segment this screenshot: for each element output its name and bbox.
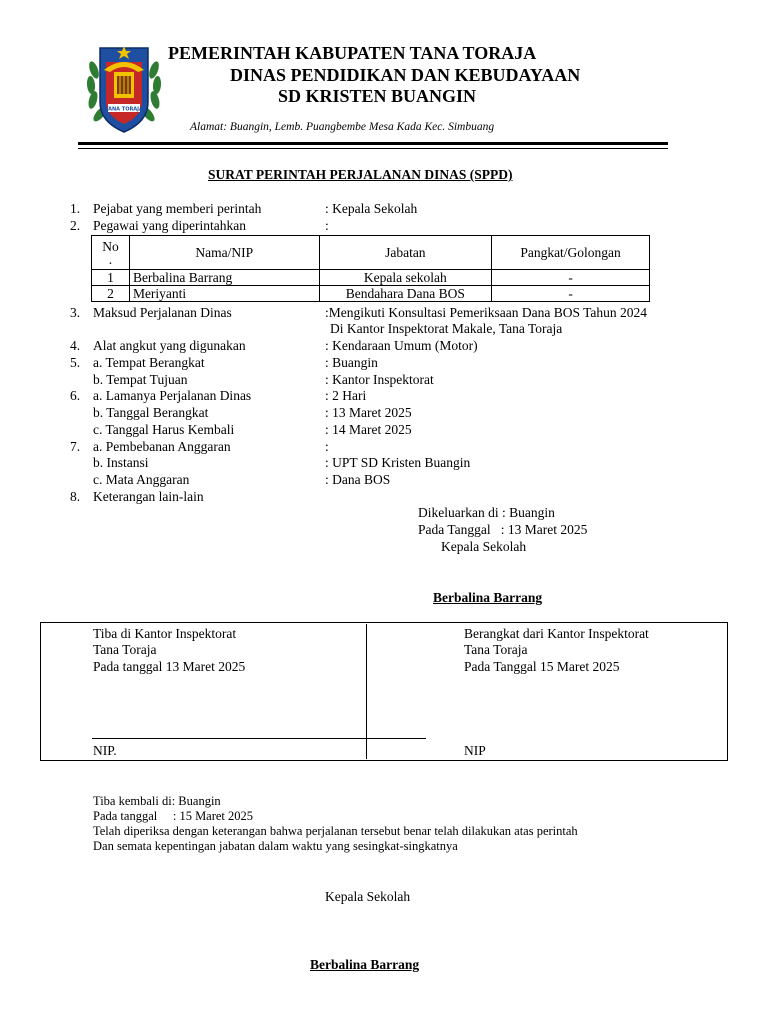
header-address: Alamat: Buangin, Lemb. Puangbembe Mesa Kada Kec. Simbuang <box>190 121 495 133</box>
table-row <box>92 286 650 302</box>
item-1-label: Pejabat yang memberi perintah <box>93 201 262 216</box>
table-header-row <box>92 236 650 270</box>
item-5a-label: a. Tempat Berangkat <box>93 355 205 370</box>
logo-text: TANA TORAJA <box>105 106 143 113</box>
item-7c-value: : Dana BOS <box>325 472 391 487</box>
return-line-1: Tiba kembali di: Buangin <box>93 794 221 808</box>
item-5b-value: : Kantor Inspektorat <box>325 372 434 387</box>
item-7a-label: a. Pembebanan Anggaran <box>93 439 231 454</box>
return-line-2: Pada tanggal : 15 Maret 2025 <box>93 809 254 823</box>
header-line-1: PEMERINTAH KABUPATEN TANA TORAJA <box>168 43 537 63</box>
item-6b-value: : 13 Maret 2025 <box>325 405 412 420</box>
row-rank: - <box>492 270 650 286</box>
row-position: Kepala sekolah <box>319 270 492 286</box>
item-6b-label: b. Tanggal Berangkat <box>93 405 209 420</box>
item-6-num: 6. <box>70 388 81 403</box>
item-2-num: 2. <box>70 218 81 233</box>
issued-role: Kepala Sekolah <box>441 539 527 554</box>
issued-signer: Berbalina Barrang <box>433 590 543 605</box>
item-5b-label: b. Tempat Tujuan <box>93 372 188 387</box>
return-signer: Berbalina Barrang <box>310 957 420 972</box>
header-line-2: DINAS PENDIDIKAN DAN KEBUDAYAAN <box>230 65 581 85</box>
row-no: 2 <box>92 286 130 302</box>
signature-line <box>92 738 426 739</box>
item-4-value: : Kendaraan Umum (Motor) <box>325 338 478 353</box>
header-no-text: No <box>102 238 119 254</box>
item-8-num: 8. <box>70 489 81 504</box>
item-6a-label: a. Lamanya Perjalanan Dinas <box>93 388 252 403</box>
departure-line-1: Berangkat dari Kantor Inspektorat <box>464 626 649 641</box>
header-rule-thin <box>78 148 668 149</box>
arrival-line-1: Tiba di Kantor Inspektorat <box>93 626 237 641</box>
header-rank: Pangkat/Golongan <box>492 236 650 270</box>
header-no <box>92 236 130 270</box>
table-row <box>92 270 650 286</box>
item-6c-value: : 14 Maret 2025 <box>325 422 412 437</box>
header-no-dot: . <box>108 251 113 267</box>
item-3-num: 3. <box>70 305 81 320</box>
item-3-value-line2: Di Kantor Inspektorat Makale, Tana Toraja <box>330 321 563 336</box>
item-7b-value: : UPT SD Kristen Buangin <box>325 455 471 470</box>
regency-logo <box>84 40 164 138</box>
header-position: Jabatan <box>319 236 492 270</box>
row-no: 1 <box>92 270 130 286</box>
header-name: Nama/NIP <box>129 236 319 270</box>
item-5-num: 5. <box>70 355 81 370</box>
row-name: Meriyanti <box>129 286 319 302</box>
item-7b-label: b. Instansi <box>93 455 149 470</box>
header-line-3: SD KRISTEN BUANGIN <box>278 86 477 106</box>
header-rule-thick <box>78 142 668 145</box>
issued-place: Dikeluarkan di : Buangin <box>418 505 555 520</box>
document-title: SURAT PERINTAH PERJALANAN DINAS (SPPD) <box>208 167 513 182</box>
arrival-nip: NIP. <box>93 743 117 758</box>
arrival-line-2: Tana Toraja <box>93 642 157 657</box>
item-6c-label: c. Tanggal Harus Kembali <box>93 422 235 437</box>
item-3-value: :Mengikuti Konsultasi Pemeriksaan Dana BOS Tahun 2024 <box>325 305 648 320</box>
item-5a-value: : Buangin <box>325 355 378 370</box>
arrival-line-3: Pada tanggal 13 Maret 2025 <box>93 659 246 674</box>
item-7c-label: c. Mata Anggaran <box>93 472 190 487</box>
item-7a-value: : <box>325 439 329 454</box>
item-1-value: : Kepala Sekolah <box>325 201 418 216</box>
item-1-num: 1. <box>70 201 81 216</box>
item-2-label: Pegawai yang diperintahkan <box>93 218 246 233</box>
row-name: Berbalina Barrang <box>129 270 319 286</box>
staff-table <box>91 235 650 302</box>
row-position: Bendahara Dana BOS <box>319 286 492 302</box>
item-6a-value: : 2 Hari <box>325 388 367 403</box>
departure-line-3: Pada Tanggal 15 Maret 2025 <box>464 659 620 674</box>
departure-line-2: Tana Toraja <box>464 642 528 657</box>
departure-nip: NIP <box>464 743 486 758</box>
item-3-label: Maksud Perjalanan Dinas <box>93 305 232 320</box>
return-line-3: Telah diperiksa dengan keterangan bahwa perjalanan tersebut benar telah dilakukan atas perintah <box>93 824 578 838</box>
item-4-num: 4. <box>70 338 81 353</box>
item-8-label: Keterangan lain-lain <box>93 489 204 504</box>
item-7-num: 7. <box>70 439 81 454</box>
row-rank: - <box>492 286 650 302</box>
issued-date: Pada Tanggal : 13 Maret 2025 <box>418 522 588 537</box>
item-4-label: Alat angkut yang digunakan <box>93 338 246 353</box>
item-2-value: : <box>325 218 329 233</box>
return-line-4: Dan semata kepentingan jabatan dalam waktu yang sesingkat-singkatnya <box>93 839 458 853</box>
return-role: Kepala Sekolah <box>325 889 411 904</box>
